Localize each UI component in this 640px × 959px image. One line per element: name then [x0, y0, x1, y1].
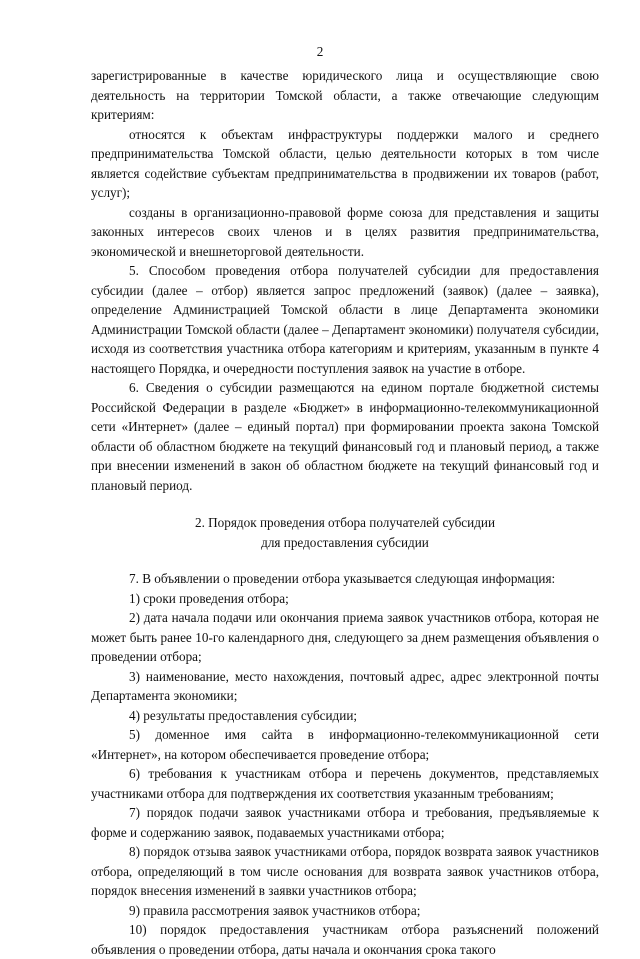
list-item-3: 3) наименование, место нахождения, почтовый адрес, адрес электронной почты Департамента экономики;	[91, 668, 599, 703]
list-item-10: 10) порядок предоставления участникам отбора разъяснений положений объявления о проведении отбора, даты начала и окончания срока такого	[91, 922, 599, 957]
list-item-8: 8) порядок отзыва заявок участниками отбора, порядок возврата заявок участников отбора, определяющий в том числе основания для возврата заявок участников отбора, порядок внесения изменений в заявки участников отбора;	[91, 844, 599, 898]
section-heading-line-1: 2. Порядок проведения отбора получателей субсидии	[194, 515, 496, 530]
paragraph-continuation: зарегистрированные в качестве юридического лица и осуществляющие свою деятельность на территории Томской области, а также отвечающие следующим критериям:	[91, 68, 599, 122]
list-item-7: 7) порядок подачи заявок участниками отбора и требования, предъявляемые к форме и содержанию заявок, подаваемых участниками отбора;	[91, 805, 599, 840]
list-item-1: 1) сроки проведения отбора;	[129, 590, 289, 606]
paragraph-criterion-1: относятся к объектам инфраструктуры поддержки малого и среднего предпринимательства Томской области, целью деятельности которых в том числе является содействие субъектам предпринимательства в продвижении их товаров (работ, услуг);	[91, 126, 599, 200]
paragraph-item-5: 5. Способом проведения отбора получателей субсидии для предоставления субсидии (далее – отбор) является запрос предложений (заявок) (далее – заявка), определение Администрацией Томской области в лице Департамента экономики Администрации Томской области (далее – Департамент экономики) получателя субсидии, исходя из соответствия участника отбора категориям и критериям, указанным в пункте 4 настоящего Порядка, и очередности поступления заявок на участие в отборе.	[91, 263, 599, 376]
document-body	[91, 66, 599, 959]
list-item-6: 6) требования к участникам отбора и перечень документов, представляемых участниками отбора для подтверждения их соответствия указанным требованиям;	[91, 766, 599, 801]
section-heading	[91, 513, 599, 552]
list-item-9: 9) правила рассмотрения заявок участников отбора;	[129, 902, 421, 918]
paragraph-item-7: 7. В объявлении о проведении отбора указывается следующая информация:	[129, 571, 556, 586]
list-item-4: 4) результаты предоставления субсидии;	[129, 707, 358, 723]
section-heading-line-2: для предоставления субсидии	[261, 534, 429, 550]
paragraph-item-6: 6. Сведения о субсидии размещаются на едином портале бюджетной системы Российской Федерации в разделе «Бюджет» в информационно-телекоммуникационной сети «Интернет» (далее – единый портал) при формировании проекта закона Томской области об областном бюджете на текущий финансовый год и плановый период, а также при внесении изменений в закон об областном бюджете на текущий финансовый год и плановый период.	[91, 380, 599, 493]
paragraph-criterion-2: созданы в организационно-правовой форме союза для представления и защиты законных интересов своих членов и в целях развития предпринимательства, экономической и внешнеторговой деятельности.	[91, 204, 599, 259]
list-item-2: 2) дата начала подачи или окончания приема заявок участников отбора, которая не может быть ранее 10-го календарного дня, следующего за днем размещения объявления о проведении отбора;	[91, 610, 599, 664]
list-item-5: 5) доменное имя сайта в информационно-телекоммуникационной сети «Интернет», на котором обеспечивается проведение отбора;	[91, 727, 599, 762]
page-number: 2	[316, 44, 324, 59]
